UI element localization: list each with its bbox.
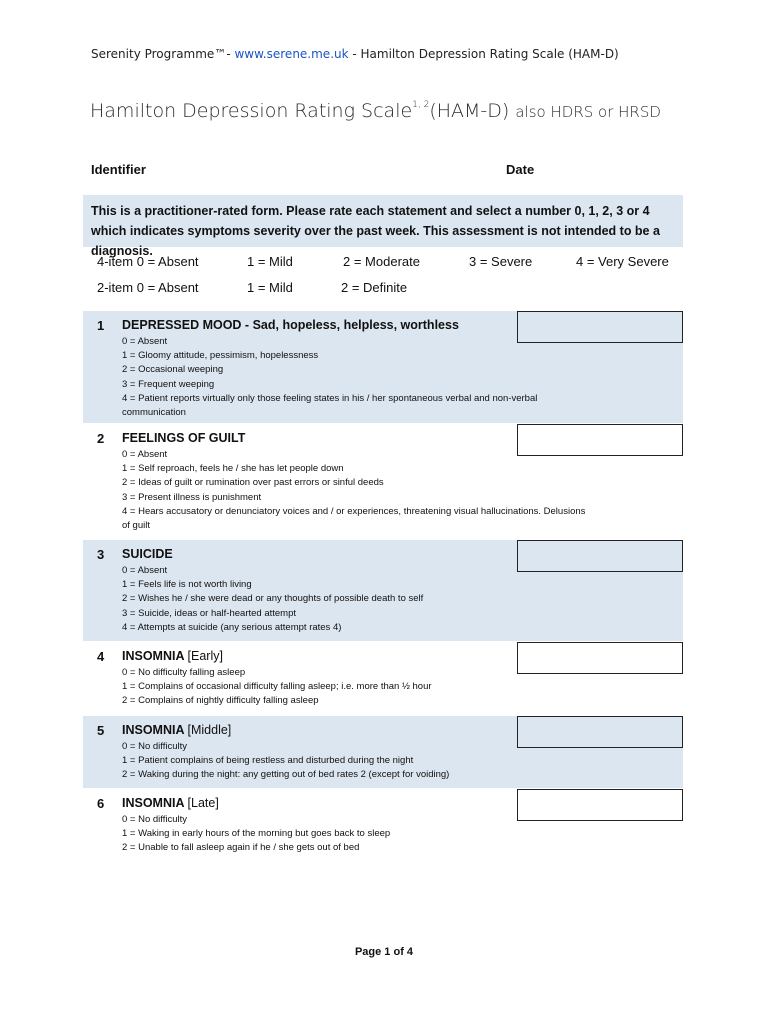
option: 1 = Complains of occasional difficulty falling asleep; i.e. more than ½ hour [122, 681, 432, 693]
item-suicide [83, 540, 683, 641]
item-insomnia-middle [83, 716, 683, 788]
option-list [122, 666, 592, 709]
option: 0 = No difficulty [122, 741, 188, 752]
option: 2 = Ideas of guilt or rumination over past errors or sinful deeds [122, 477, 384, 489]
option-list [122, 813, 592, 856]
item-number: 3 [97, 547, 105, 562]
item-number: 6 [97, 796, 105, 811]
page-title [90, 100, 661, 122]
item-title: INSOMNIA [Middle] [122, 723, 232, 737]
scale4-severe: 3 = Severe [469, 254, 533, 269]
header-suffix: - Hamilton Depression Rating Scale (HAM-D) [348, 47, 619, 61]
item-number: 1 [97, 318, 105, 333]
scale2-mild: 1 = Mild [247, 280, 293, 295]
title-also: also HDRS or HRSD [515, 103, 661, 121]
option: 0 = Absent [122, 565, 168, 576]
option: 3 = Suicide, ideas or half-hearted attempt [122, 607, 297, 619]
scale4-mild: 1 = Mild [247, 254, 293, 269]
item-insomnia-late [83, 789, 683, 861]
option: 1 = Patient complains of being restless and disturbed during the night [122, 755, 414, 767]
title-footnote-refs: 1, 2 [412, 99, 430, 110]
scale4-absent: 4-item 0 = Absent [97, 254, 199, 269]
identifier-label: Identifier [91, 162, 146, 177]
option: 3 = Frequent weeping [122, 378, 215, 390]
item-title: DEPRESSED MOOD - Sad, hopeless, helpless, worthless [122, 318, 459, 332]
option: 1 = Feels life is not worth living [122, 579, 252, 591]
option: 4 = Patient reports virtually only those feeling states in his / her spontaneous verbal and non-verbal communication [122, 392, 538, 419]
scale4-moderate: 2 = Moderate [343, 254, 420, 269]
option: 4 = Attempts at suicide (any serious attempt rates 4) [122, 621, 342, 633]
option-list [122, 740, 592, 783]
option: 3 = Present illness is punishment [122, 491, 262, 503]
instructions-box: This is a practitioner-rated form. Please rate each statement and select a number 0, 1, 2, 3 or 4 which indicates symptoms severity over the past week. This assessment is not intended to be a diagnosis. [83, 195, 683, 247]
scale2-definite: 2 = Definite [341, 280, 408, 295]
option: 2 = Occasional weeping [122, 364, 224, 376]
option: 2 = Waking during the night: any getting out of bed rates 2 (except for voiding) [122, 769, 450, 781]
item-insomnia-early [83, 642, 683, 714]
item-feelings-of-guilt [83, 424, 683, 538]
item-title: INSOMNIA [Late] [122, 796, 219, 810]
option: 2 = Complains of nightly difficulty falling asleep [122, 695, 319, 707]
date-label: Date [506, 162, 535, 177]
item-depressed-mood [83, 311, 683, 423]
running-header [91, 47, 619, 61]
option-list [122, 564, 592, 635]
header-prefix: Serenity Programme™- [91, 47, 235, 61]
website-link[interactable]: www.serene.me.uk [234, 47, 349, 61]
item-title: INSOMNIA [Early] [122, 649, 223, 663]
page-number: Page 1 of 4 [354, 946, 414, 958]
option: 0 = No difficulty falling asleep [122, 667, 246, 678]
option: 1 = Self reproach, feels he / she has let people down [122, 463, 344, 475]
option: 2 = Unable to fall asleep again if he / she gets out of bed [122, 842, 360, 854]
title-abbr: (HAM-D) [429, 100, 516, 122]
item-title: FEELINGS OF GUILT [122, 431, 246, 445]
option: 2 = Wishes he / she were dead or any thoughts of possible death to self [122, 593, 424, 605]
option: 1 = Waking in early hours of the morning but goes back to sleep [122, 828, 391, 840]
option: 1 = Gloomy attitude, pessimism, hopelessness [122, 350, 319, 362]
title-main: Hamilton Depression Rating Scale [90, 100, 413, 122]
option: 0 = No difficulty [122, 814, 188, 825]
option: 0 = Absent [122, 336, 168, 347]
item-title: SUICIDE [122, 547, 173, 561]
option-list [122, 448, 592, 533]
option: 0 = Absent [122, 449, 168, 460]
option: 4 = Hears accusatory or denunciatory voices and / or experiences, threatening visual hallucinations. Delusions of guilt [122, 505, 586, 532]
scale2-absent: 2-item 0 = Absent [97, 280, 199, 295]
item-number: 5 [97, 723, 105, 738]
scale4-very-severe: 4 = Very Severe [576, 254, 669, 269]
item-number: 2 [97, 431, 105, 446]
option-list [122, 335, 592, 420]
item-number: 4 [97, 649, 105, 664]
